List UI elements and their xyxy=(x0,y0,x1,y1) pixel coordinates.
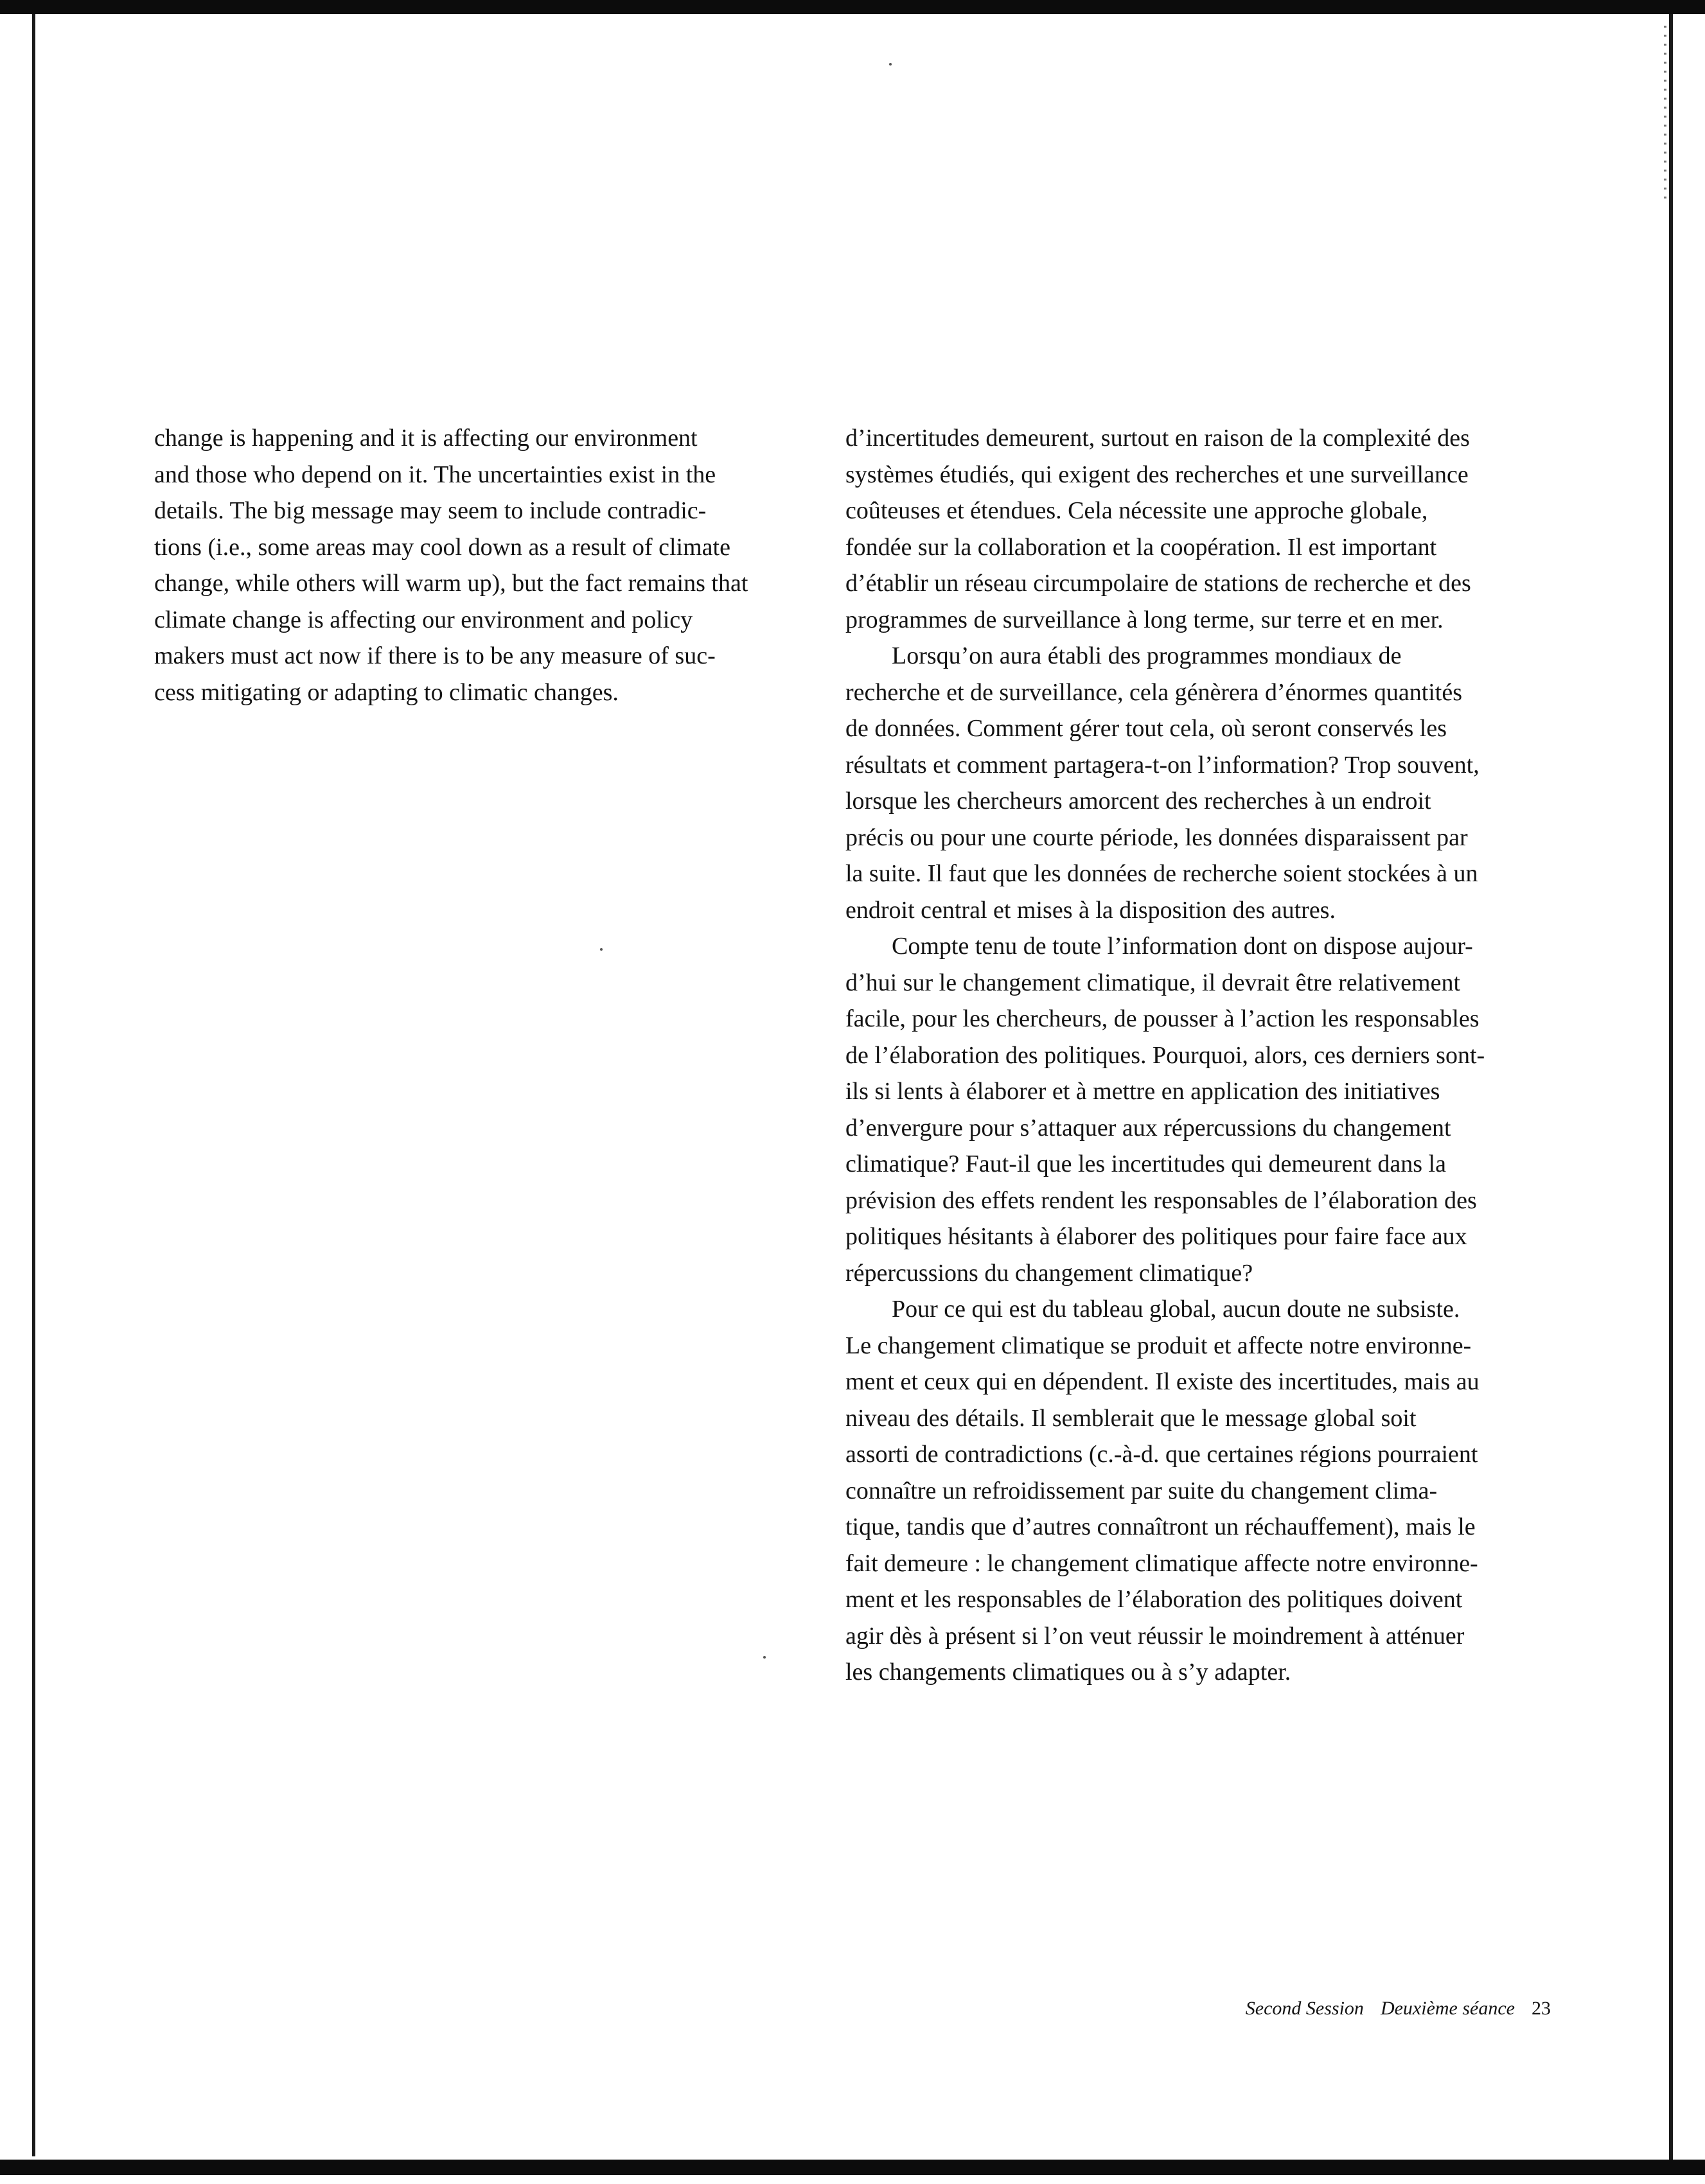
text-line: d’incertitudes demeurent, surtout en raison de la complexité des xyxy=(845,425,1470,452)
scan-speck xyxy=(763,1656,766,1659)
scan-edge-marks xyxy=(1664,26,1666,206)
text-line: niveau des détails. Il semblerait que le message global soit xyxy=(845,1404,1417,1432)
text-line: fait demeure : le changement climatique affecte notre environne- xyxy=(845,1549,1478,1577)
text-line: endroit central et mises à la disposition des autres. xyxy=(845,896,1336,924)
text-line: tions (i.e., some areas may cool down as a result of climate xyxy=(154,533,730,561)
text-line: ils si lents à élaborer et à mettre en application des initiatives xyxy=(845,1078,1440,1105)
body-paragraph xyxy=(845,638,1539,928)
text-line: précis ou pour une courte période, les données disparaissent par xyxy=(845,823,1468,851)
text-line: connaître un refroidissement par suite du changement clima- xyxy=(845,1477,1438,1504)
text-line: systèmes étudiés, qui exigent des recherches et une surveillance xyxy=(845,461,1469,488)
text-line: Lorsqu’on aura établi des programmes mondiaux de xyxy=(892,642,1402,669)
text-line: and those who depend on it. The uncertainties exist in the xyxy=(154,461,716,488)
text-line: tique, tandis que d’autres connaîtront un réchauffement), mais le xyxy=(845,1513,1476,1540)
text-line: résultats et comment partagera-t-on l’information? Trop souvent, xyxy=(845,751,1480,779)
text-line: details. The big message may seem to include contradic- xyxy=(154,497,707,524)
text-line: d’établir un réseau circumpolaire de stations de recherche et des xyxy=(845,570,1471,597)
section-title-fr: Deuxième séance xyxy=(1380,1998,1515,2019)
text-line: prévision des effets rendent les responsables de l’élaboration des xyxy=(845,1186,1477,1214)
body-paragraph xyxy=(845,928,1539,1291)
right-column xyxy=(845,420,1539,1691)
text-line: d’envergure pour s’attaquer aux répercussions du changement xyxy=(845,1114,1451,1141)
scan-border-top xyxy=(0,0,1705,14)
text-line: programmes de surveillance à long terme, sur terre et en mer. xyxy=(845,606,1444,633)
text-line: makers must act now if there is to be any measure of suc- xyxy=(154,642,716,669)
text-line: Le changement climatique se produit et affecte notre environne- xyxy=(845,1332,1472,1359)
text-line: facile, pour les chercheurs, de pousser à l’action les responsables xyxy=(845,1005,1480,1032)
text-line: Pour ce qui est du tableau global, aucun doute ne subsiste. xyxy=(892,1296,1460,1323)
text-line: climatique? Faut-il que les incertitudes qui demeurent dans la xyxy=(845,1150,1446,1177)
text-line: la suite. Il faut que les données de recherche soient stockées à un xyxy=(845,860,1478,887)
scan-border-left xyxy=(32,14,35,2156)
text-line: lorsque les chercheurs amorcent des recherches à un endroit xyxy=(845,788,1431,815)
text-line: d’hui sur le changement climatique, il devrait être relativement xyxy=(845,969,1461,996)
text-line: recherche et de surveillance, cela génèrera d’énormes quantités xyxy=(845,678,1463,706)
text-line: climate change is affecting our environment and policy xyxy=(154,606,693,633)
text-line: Compte tenu de toute l’information dont on dispose aujour- xyxy=(892,933,1473,960)
text-line: change is happening and it is affecting our environment xyxy=(154,425,698,452)
text-line: les changements climatiques ou à s’y adapter. xyxy=(845,1659,1291,1686)
text-line: de données. Comment gérer tout cela, où seront conservés les xyxy=(845,715,1447,742)
text-line: politiques hésitants à élaborer des politiques pour faire face aux xyxy=(845,1223,1467,1250)
text-line: répercussions du changement climatique? xyxy=(845,1259,1253,1287)
text-line: change, while others will warm up), but the fact remains that xyxy=(154,570,748,597)
left-column xyxy=(154,420,784,710)
scan-speck xyxy=(889,63,892,66)
text-line: coûteuses et étendues. Cela nécessite une approche globale, xyxy=(845,497,1428,524)
text-line: ment et ceux qui en dépendent. Il existe des incertitudes, mais au xyxy=(845,1368,1480,1395)
text-line: ment et les responsables de l’élaboration des politiques doivent xyxy=(845,1586,1463,1613)
page-footer xyxy=(1246,1998,1551,2020)
text-line: cess mitigating or adapting to climatic changes. xyxy=(154,678,619,706)
text-line: agir dès à présent si l’on veut réussir le moindrement à atténuer xyxy=(845,1622,1465,1650)
scan-speck xyxy=(600,948,603,951)
page-number: 23 xyxy=(1532,1998,1551,2019)
section-title-en: Second Session xyxy=(1245,1998,1364,2019)
body-paragraph xyxy=(154,420,784,710)
body-paragraph xyxy=(845,1291,1539,1691)
text-line: assorti de contradictions (c.-à-d. que certaines régions pourraient xyxy=(845,1441,1478,1468)
scan-border-bottom xyxy=(0,2160,1705,2175)
text-line: de l’élaboration des politiques. Pourquoi, alors, ces derniers sont- xyxy=(845,1041,1485,1069)
text-line: fondée sur la collaboration et la coopération. Il est important xyxy=(845,533,1437,561)
scan-border-right xyxy=(1669,14,1673,2160)
body-paragraph xyxy=(845,420,1539,638)
